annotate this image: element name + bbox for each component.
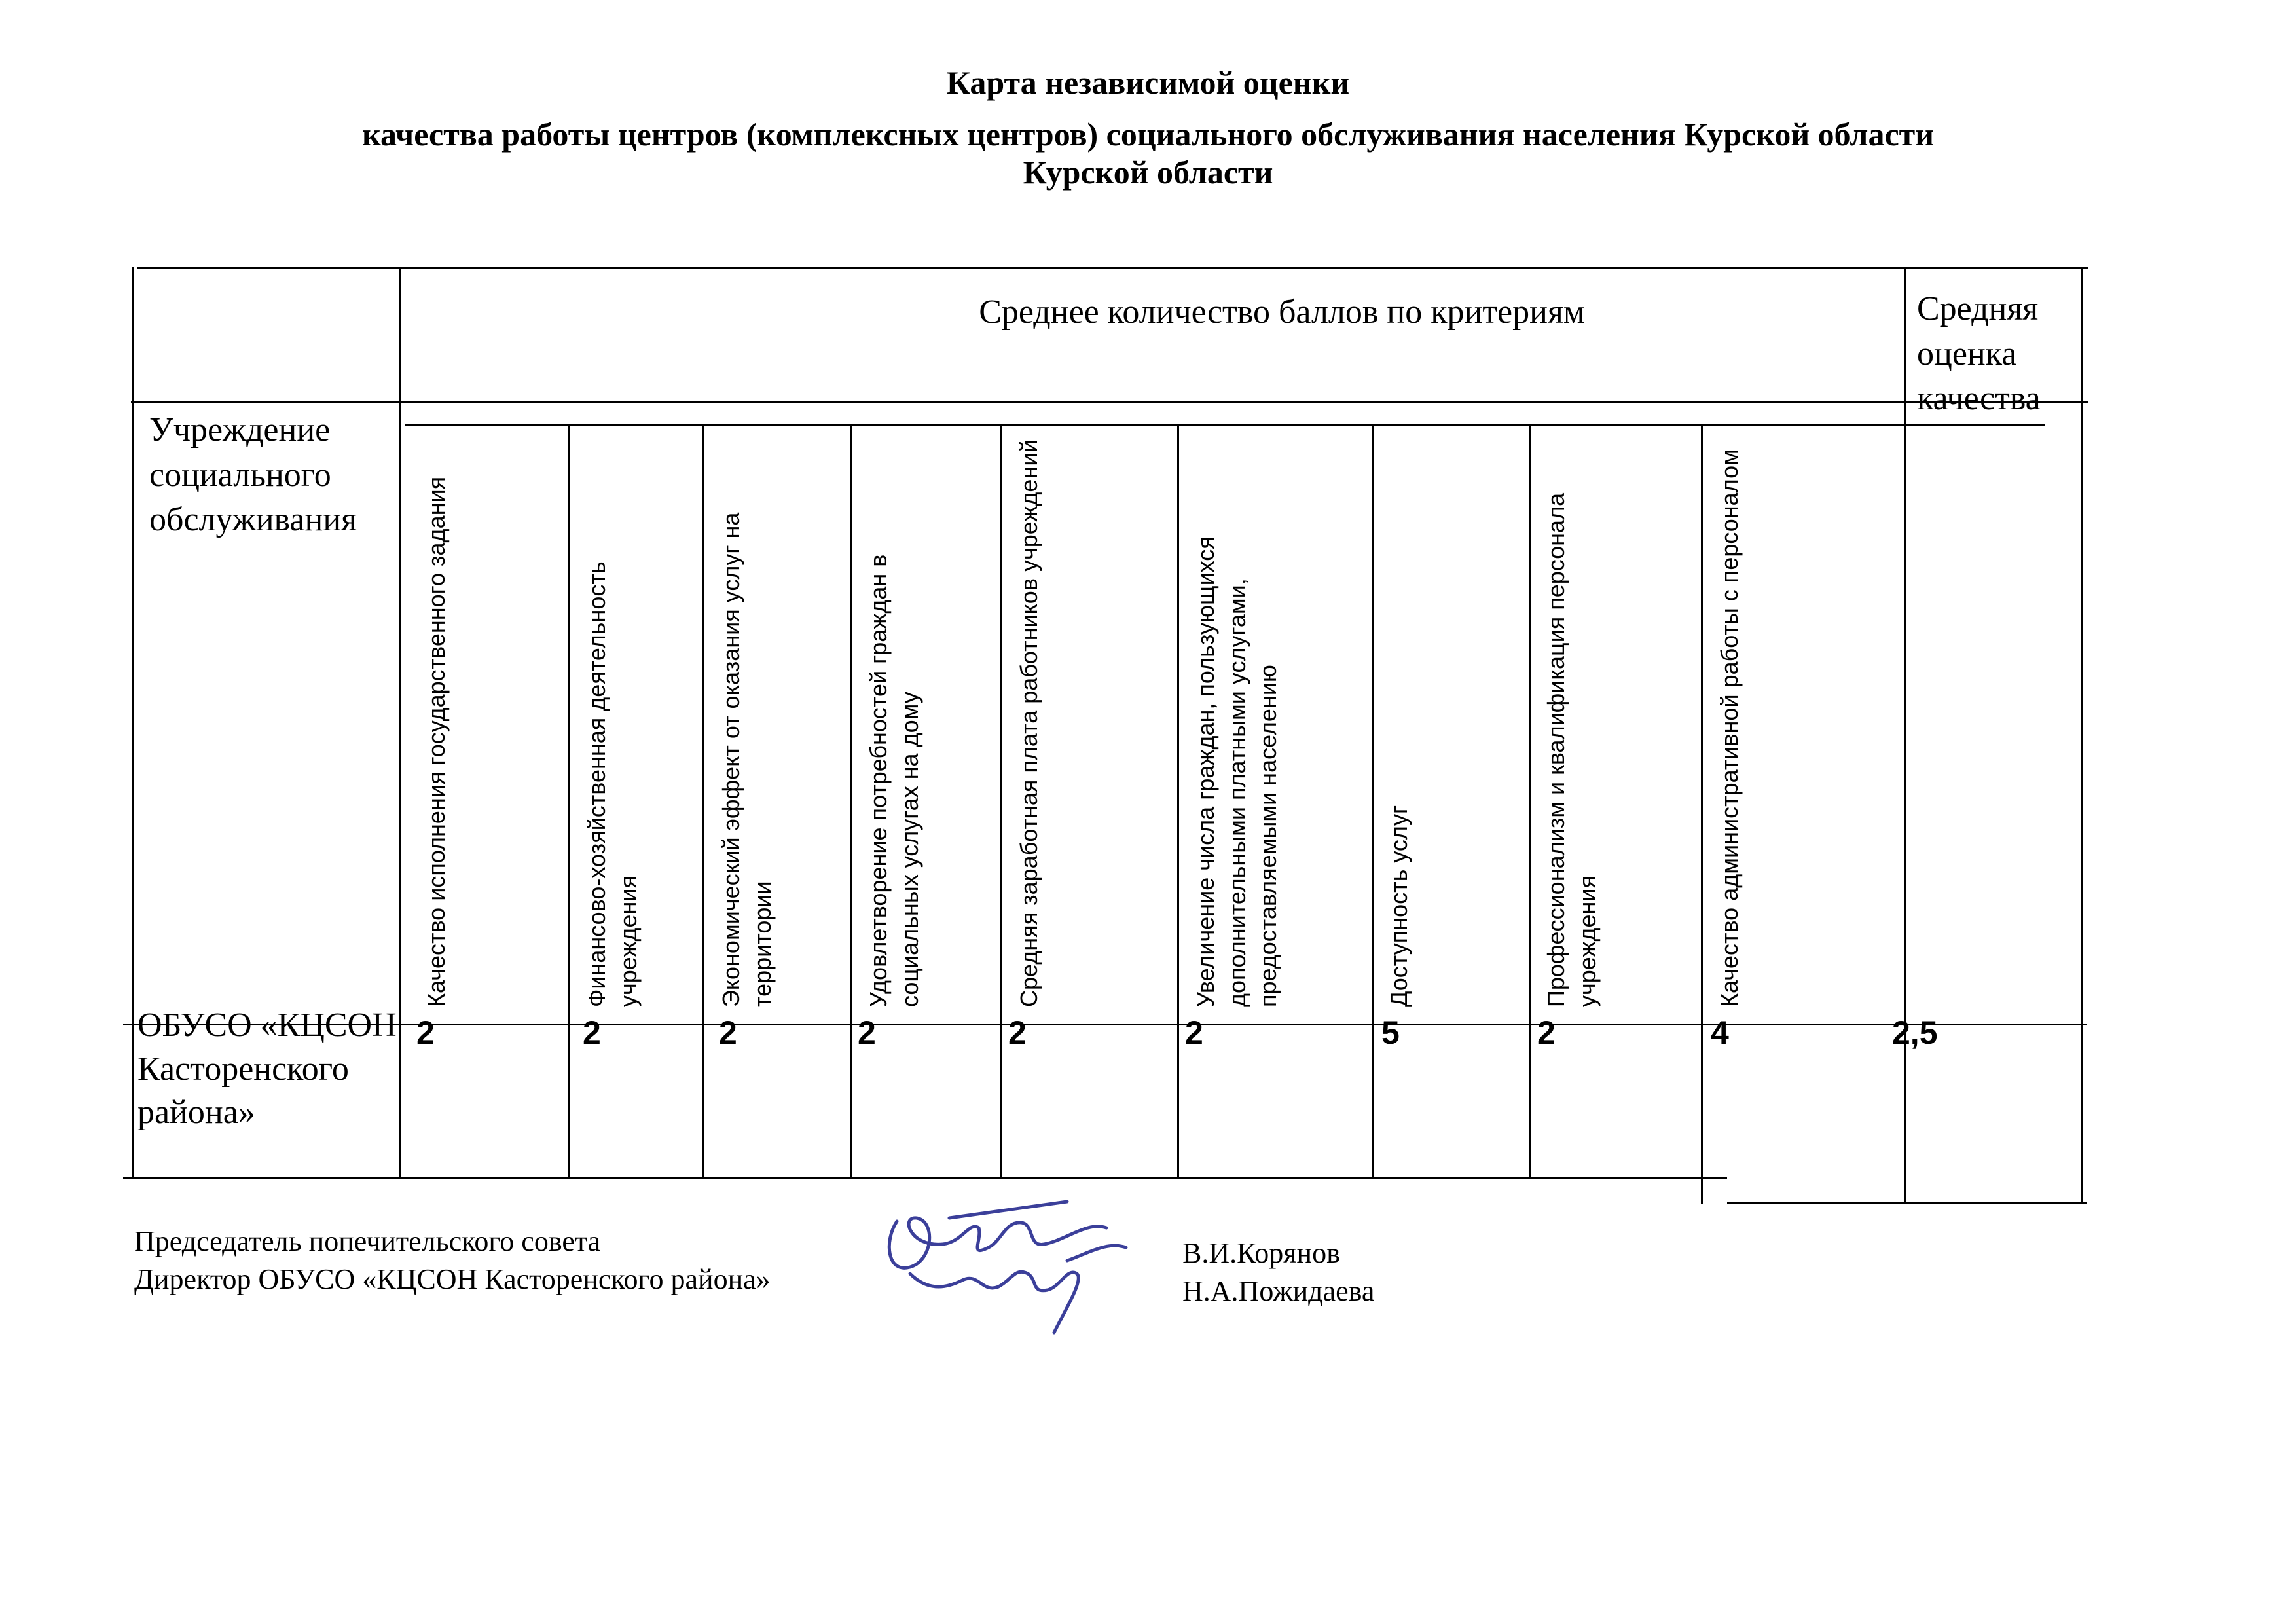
score-cell: 2 (583, 1014, 601, 1051)
table-border-left (132, 267, 134, 1179)
signatory-name-director: Н.А.Пожидаева (1182, 1275, 1375, 1307)
table-border-top (137, 267, 2088, 269)
document-subtitle-region: Курской области (1023, 154, 1273, 191)
score-cell: 2 (416, 1014, 435, 1051)
col-divider-8 (1701, 424, 1703, 1204)
table-criteria-divider (405, 424, 2045, 426)
score-cell: 2 (858, 1014, 876, 1051)
table-header-divider (131, 401, 2088, 403)
criterion-header-7: Доступность услуг (1385, 805, 1412, 1007)
criterion-header-2: Финансово-хозяйственная деятельность учреждения (583, 561, 642, 1007)
col-divider-1 (568, 424, 570, 1179)
criterion-header-1: Качество исполнения государственного задания (423, 476, 450, 1007)
col-divider-2 (702, 424, 704, 1179)
signatory-role-director: Директор ОБУСО «КЦСОН Касторенского района» (134, 1263, 771, 1295)
table-border-bottom-left (123, 1177, 1727, 1179)
assessment-table (123, 267, 2088, 1201)
criterion-header-4: Удовлетворение потребностей граждан в социальных услугах на дому (865, 554, 923, 1007)
average-score-cell: 2,5 (1892, 1014, 1938, 1051)
score-cell: 2 (1537, 1014, 1556, 1051)
criterion-header-5: Средняя заработная плата работников учреждений (1015, 439, 1042, 1007)
criterion-header-9: Качество административной работы с персоналом (1716, 449, 1743, 1007)
col-divider-5 (1177, 424, 1179, 1179)
col-divider-0 (399, 267, 401, 1179)
col-divider-4 (1000, 424, 1002, 1179)
score-cell: 4 (1711, 1014, 1729, 1051)
criterion-header-6: Увеличение числа граждан, пользующихся дополнительными платными услугами, предоставляемыми населению (1192, 536, 1282, 1007)
institution-name: ОБУСО «КЦСОН Касторенского района» (137, 1006, 397, 1132)
criterion-header-8: Профессионализм и квалификация персонала учреждения (1542, 492, 1601, 1007)
table-border-bottom-right (1727, 1202, 2087, 1204)
col-divider-6 (1372, 424, 1374, 1179)
score-cell: 2 (1008, 1014, 1027, 1051)
criterion-header-3: Экономический эффект от оказания услуг на территории (718, 512, 776, 1007)
col-divider-avg (1904, 267, 1906, 1202)
signatory-role-chair: Председатель попечительского совета (134, 1225, 601, 1257)
signatory-name-chair: В.И.Корянов (1182, 1237, 1340, 1269)
score-cell: 5 (1381, 1014, 1400, 1051)
col-divider-7 (1529, 424, 1531, 1179)
document-title: Карта независимой оценки (946, 64, 1350, 101)
criteria-group-header: Среднее количество баллов по критериям (979, 293, 1585, 331)
col-divider-3 (850, 424, 852, 1179)
score-cell: 2 (1185, 1014, 1203, 1051)
score-cell: 2 (719, 1014, 737, 1051)
handwritten-signature (871, 1182, 1159, 1339)
institution-column-header: Учреждение социального обслуживания (149, 411, 357, 539)
average-score-header: Средняя оценка качества (1917, 290, 2041, 418)
document-subtitle: качества работы центров (комплексных центров) социального обслуживания населения Курской области (361, 116, 1935, 153)
